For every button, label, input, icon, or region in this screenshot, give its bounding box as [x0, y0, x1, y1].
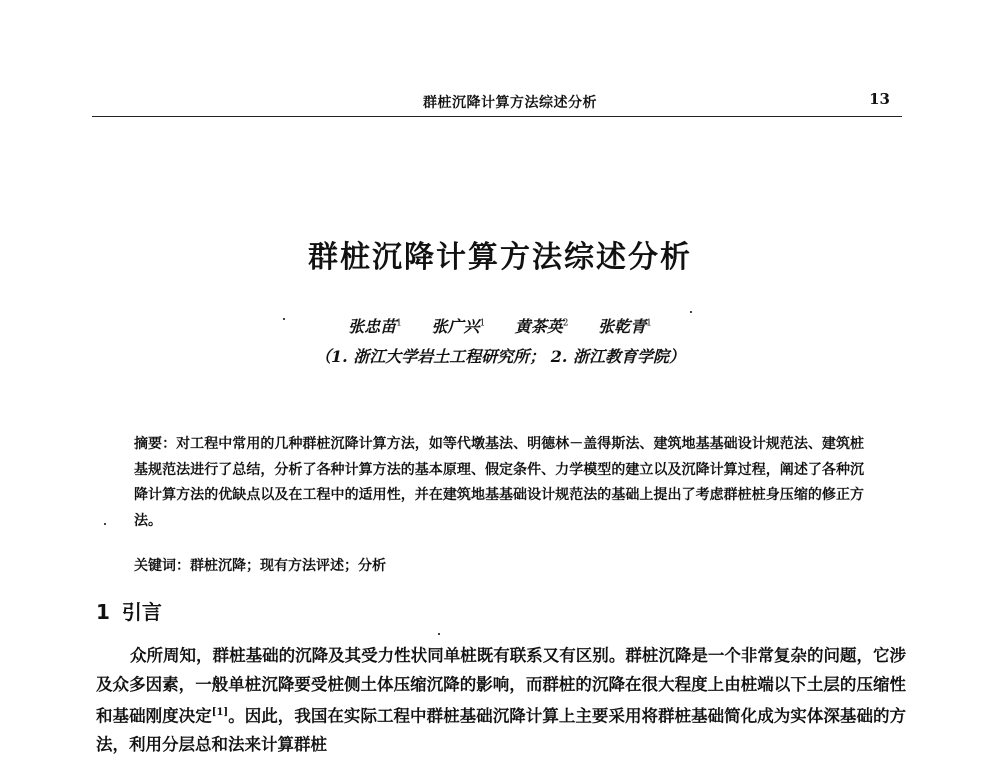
page-number: 13	[869, 90, 890, 108]
section-title: 引言	[121, 600, 162, 624]
section-number: 1	[96, 600, 110, 624]
paragraph-text: 众所周知，群桩基础的沉降及其受力性状同单桩既有联系又有区别。群桩沉降是一个非常复杂的问题，它涉及众多因素，一般单桩沉降要受桩侧土体压缩沉降的影响，而群桩的沉降在很大程度上由桩端以下土层的压缩性和基础刚度决定	[96, 646, 906, 726]
author-name: 张乾青	[598, 317, 647, 336]
scan-speck	[283, 318, 285, 320]
author	[348, 317, 402, 336]
abstract-text: 对工程中常用的几种群桩沉降计算方法，如等代墩基法、明德林－盖得斯法、建筑地基基础设计规范法、建筑桩基规范法进行了总结，分析了各种计算方法的基本原理、假定条件、力学模型的建立以及沉降计算过程，阐述了各种沉降计算方法的优缺点以及在工程中的适用性，并在建筑地基基础设计规范法的基础上提出了考虑群桩桩身压缩的修正方法。	[134, 436, 865, 529]
author	[431, 317, 485, 336]
scan-speck	[690, 311, 692, 313]
citation: [1]	[211, 707, 229, 718]
author-affiliation-mark: 1	[396, 318, 402, 329]
abstract-label: 摘要：	[134, 436, 177, 452]
author-name: 黄茶英	[514, 317, 563, 336]
scan-speck	[104, 523, 106, 525]
author-name: 张忠苗	[348, 317, 397, 336]
header-rule	[92, 116, 902, 117]
body-paragraph	[96, 642, 906, 760]
section-heading	[96, 596, 162, 625]
paper-title: 群桩沉降计算方法综述分析	[308, 240, 692, 275]
author-affiliation-mark: 2	[562, 318, 569, 329]
abstract	[134, 432, 864, 534]
running-header-title: 群桩沉降计算方法综述分析	[423, 95, 597, 111]
author-affiliation-mark: 1	[646, 318, 652, 329]
scan-speck	[438, 633, 440, 635]
author-affiliation-mark: 1	[479, 318, 486, 329]
paragraph-text-continued: 。因此，我国在实际工程中群桩基础沉降计算上主要采用将群桩基础简化成为实体深基础的方法，利用分层总和法来计算群桩	[96, 706, 907, 754]
author	[598, 317, 652, 336]
keywords	[134, 555, 864, 575]
author-name: 张广兴	[431, 317, 480, 336]
keywords-label: 关键词：	[134, 558, 190, 574]
keywords-text: 群桩沉降；现有方法评述；分析	[190, 558, 386, 574]
author	[515, 317, 569, 336]
affiliations: （1. 浙江大学岩土工程研究所； 2. 浙江教育学院）	[314, 347, 686, 366]
author-list	[0, 314, 1000, 337]
